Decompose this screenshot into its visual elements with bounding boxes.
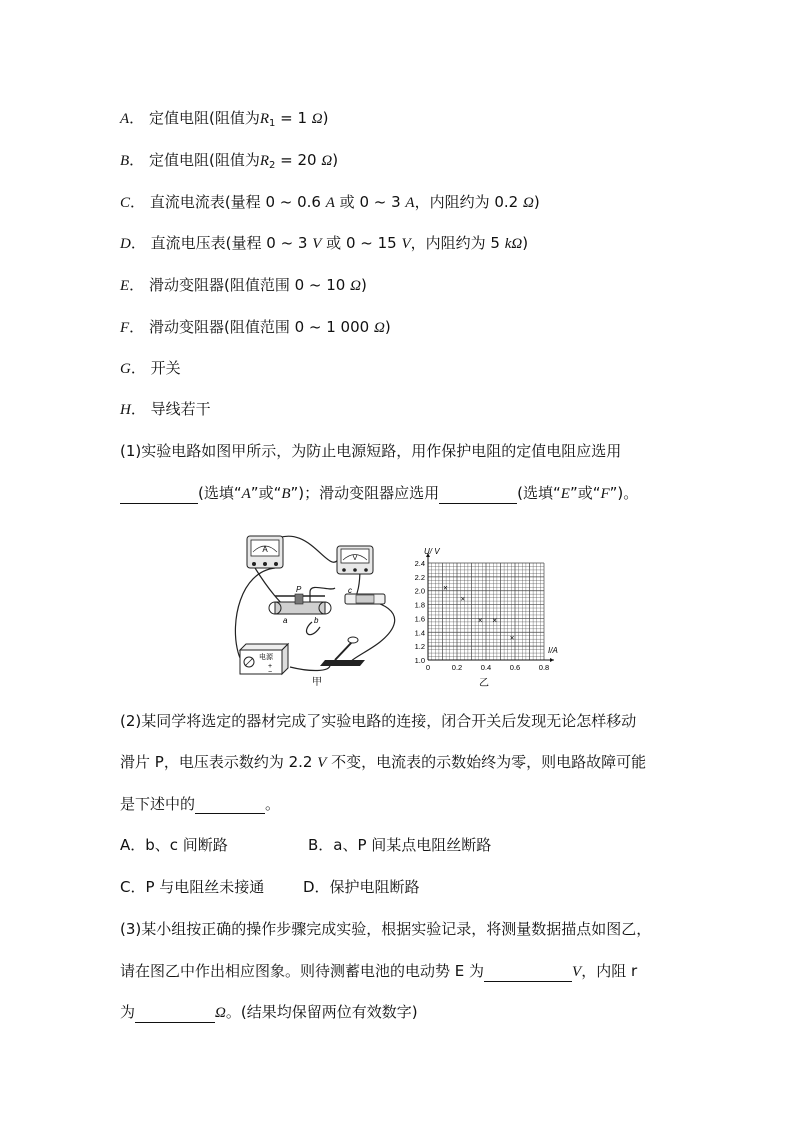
unit: V: [572, 964, 582, 980]
text: 是下述中的: [120, 795, 196, 813]
option-text: 直流电压表(量程: [150, 234, 262, 252]
unit: Ω: [311, 111, 323, 127]
x-axis-label: I/A: [548, 646, 558, 655]
text: 。: [265, 795, 281, 813]
x-tick-labels: [426, 663, 549, 672]
figure-label-right: 乙: [479, 678, 489, 689]
text: 请在图乙中作出相应图象。则待测蓄电池的电动势 E 为: [120, 962, 485, 980]
value: = 1: [275, 109, 312, 127]
symbol: R: [259, 153, 269, 169]
option-text: ，内阻约为: [410, 234, 491, 252]
q2-line1: (2)某同学将选定的器材完成了实验电路的连接，闭合开关后发现无论怎样移动: [120, 712, 637, 730]
unit: Ω: [350, 278, 361, 294]
option-letter: G: [120, 361, 131, 377]
q2-choice-c: C．P 与电阻丝未接通: [120, 878, 265, 896]
answer-blank[interactable]: [484, 965, 572, 982]
option-letter: C: [120, 195, 131, 211]
conj: 或: [321, 234, 346, 252]
option-d: D． 直流电压表(量程 0 ~ 3 V 或 0 ~ 15 V，内阻约为 5 kΩ): [120, 234, 529, 252]
q1-line1: (1)实验电路如图甲所示，为防止电源短路，用作保护电阻的定值电阻应选用: [120, 442, 622, 460]
text: 。(结果均保留两位有效数字): [225, 1003, 418, 1021]
option-text: 滑动变阻器(阻值范围: [148, 276, 290, 294]
voltmeter-label: V: [352, 555, 358, 562]
y-tick-labels: [415, 559, 425, 665]
y-tick-label: 2.2: [414, 572, 425, 582]
b-label: b: [314, 616, 319, 625]
unit: A: [405, 195, 415, 211]
option-text: 导线若干: [150, 400, 211, 418]
q3-line2: [120, 961, 637, 982]
power-label: 电源: [259, 653, 273, 661]
q2-line2: [120, 752, 646, 773]
option-letter: H: [120, 402, 131, 418]
option-ref: B: [281, 486, 291, 502]
value: 0 ~ 10: [289, 276, 351, 294]
power-supply: [240, 644, 288, 676]
data-point: ×: [492, 616, 498, 626]
unit: Ω: [522, 195, 534, 211]
answer-blank[interactable]: [135, 1006, 215, 1023]
graph-axes: [426, 553, 554, 662]
option-text: ，内阻约为: [414, 193, 495, 211]
option-letter: A: [120, 111, 130, 127]
plus-sign: +: [268, 663, 273, 670]
unit: Ω: [215, 1005, 226, 1021]
unit: kΩ: [504, 236, 523, 252]
text: ，内阻 r: [581, 962, 638, 980]
q2-line3: [120, 794, 280, 814]
x-tick-label: 0: [425, 663, 431, 672]
answer-blank[interactable]: [120, 487, 198, 504]
option-h: H． 导线若干: [120, 400, 211, 418]
q3-line1: (3)某小组按正确的操作步骤完成实验，根据实验记录，将测量数据描点如图乙，: [120, 920, 652, 938]
option-text: 开关: [150, 359, 181, 377]
y-tick-label: 1.6: [414, 614, 425, 624]
answer-blank[interactable]: [439, 487, 517, 504]
q1-line2: [120, 483, 638, 504]
option-text: 滑动变阻器(阻值范围: [148, 318, 290, 336]
option-letter: F: [120, 320, 130, 336]
data-point: ×: [460, 594, 466, 604]
text: 滑片 P，电压表示数约为: [120, 753, 284, 771]
paren: ): [332, 151, 339, 169]
voltmeter: [337, 546, 373, 574]
value: 0.2: [494, 193, 523, 211]
option-ref: F: [600, 486, 610, 502]
unit: V: [401, 236, 411, 252]
x-axis-arrow: [550, 658, 554, 662]
text: 为: [120, 1003, 136, 1021]
y-tick-label: 2.4: [414, 559, 425, 568]
text: ”)。: [609, 484, 639, 502]
x-tick-label: 0.2: [451, 663, 463, 672]
y-tick-label: 2.0: [414, 586, 425, 596]
option-e: E． 滑动变阻器(阻值范围 0 ~ 10 Ω): [120, 276, 367, 294]
x-tick-label: 0.6: [509, 663, 521, 672]
q2-choice-d: D．保护电阻断路: [303, 878, 420, 896]
paren: ): [384, 318, 391, 336]
unit: V: [317, 755, 327, 771]
data-point: ×: [477, 616, 483, 626]
x-tick-label: 0.4: [480, 663, 492, 672]
subscript: 1: [269, 118, 276, 129]
value: = 20: [275, 151, 322, 169]
x-tick-label: 0.8: [538, 663, 550, 672]
q2-choice-a: A．b、c 间断路: [120, 836, 228, 854]
fixed-resistor: [345, 586, 385, 604]
a-label: a: [283, 616, 288, 625]
text: ”或“: [250, 484, 282, 502]
range: 0 ~ 15: [345, 234, 402, 252]
paren: ): [322, 109, 329, 127]
q3-line3: [120, 1002, 418, 1023]
option-ref: A: [241, 486, 251, 502]
option-g: G． 开关: [120, 359, 181, 377]
unit: Ω: [373, 320, 385, 336]
ammeter-label: A: [262, 545, 268, 554]
option-c: C． 直流电流表(量程 0 ~ 0.6 A 或 0 ~ 3 A，内阻约为 0.2 Ω): [120, 193, 540, 211]
option-letter: E: [120, 278, 130, 294]
option-text: 定值电阻(阻值为: [148, 151, 260, 169]
option-f: F． 滑动变阻器(阻值范围 0 ~ 1 000 Ω): [120, 318, 391, 336]
range: 0 ~ 0.6: [260, 193, 326, 211]
c-label: c: [348, 586, 352, 595]
option-text: 直流电流表(量程: [149, 193, 261, 211]
paren: ): [522, 234, 529, 252]
value: 2.2: [283, 753, 318, 771]
text: (选填“: [198, 484, 242, 502]
u-i-graph: [408, 545, 568, 690]
option-ref: E: [560, 486, 570, 502]
y-tick-label: 1.8: [414, 600, 425, 610]
option-a: A． 定值电阻(阻值为$R_1 = 1$ Ω): [120, 109, 329, 129]
answer-blank[interactable]: [195, 797, 265, 814]
y-axis-label: U/ V: [424, 547, 440, 556]
value: 0 ~ 1 000: [289, 318, 374, 336]
range: 0 ~ 3: [261, 234, 313, 252]
unit: A: [325, 195, 335, 211]
ammeter: [247, 536, 283, 568]
y-tick-label: 1.2: [414, 642, 425, 652]
unit: Ω: [321, 153, 333, 169]
text: 不变，电流表的示数始终为零，则电路故障可能: [326, 753, 647, 771]
paren: ): [360, 276, 367, 294]
symbol: R: [259, 111, 269, 127]
option-text: 定值电阻(阻值为: [148, 109, 260, 127]
option-letter: B: [120, 153, 130, 169]
unit: V: [312, 236, 322, 252]
figure-label-left: 甲: [312, 677, 322, 688]
q2-choice-b: B．a、P 间某点电阻丝断路: [308, 836, 492, 854]
minus-sign: −: [268, 669, 273, 676]
y-tick-label: 1.0: [414, 656, 425, 665]
text: ”)；滑动变阻器应选用: [290, 484, 440, 502]
option-b: B． 定值电阻(阻值为$R_2 = 20$ Ω): [120, 151, 339, 171]
text: ”或“: [569, 484, 601, 502]
graph-grid: [428, 563, 544, 660]
y-tick-label: 1.4: [414, 628, 425, 638]
range: 0 ~ 3: [359, 193, 406, 211]
subscript: 2: [269, 160, 276, 171]
paren: ): [533, 193, 540, 211]
switch: [320, 637, 365, 666]
text: (选填“: [517, 484, 561, 502]
circuit-diagram: [230, 522, 405, 690]
data-point: ×: [443, 583, 448, 593]
data-point: ×: [509, 633, 515, 643]
value: 5: [490, 234, 505, 252]
p-label: P: [296, 585, 302, 594]
conj: 或: [334, 193, 360, 211]
rheostat: [269, 585, 331, 625]
option-letter: D: [120, 236, 131, 252]
